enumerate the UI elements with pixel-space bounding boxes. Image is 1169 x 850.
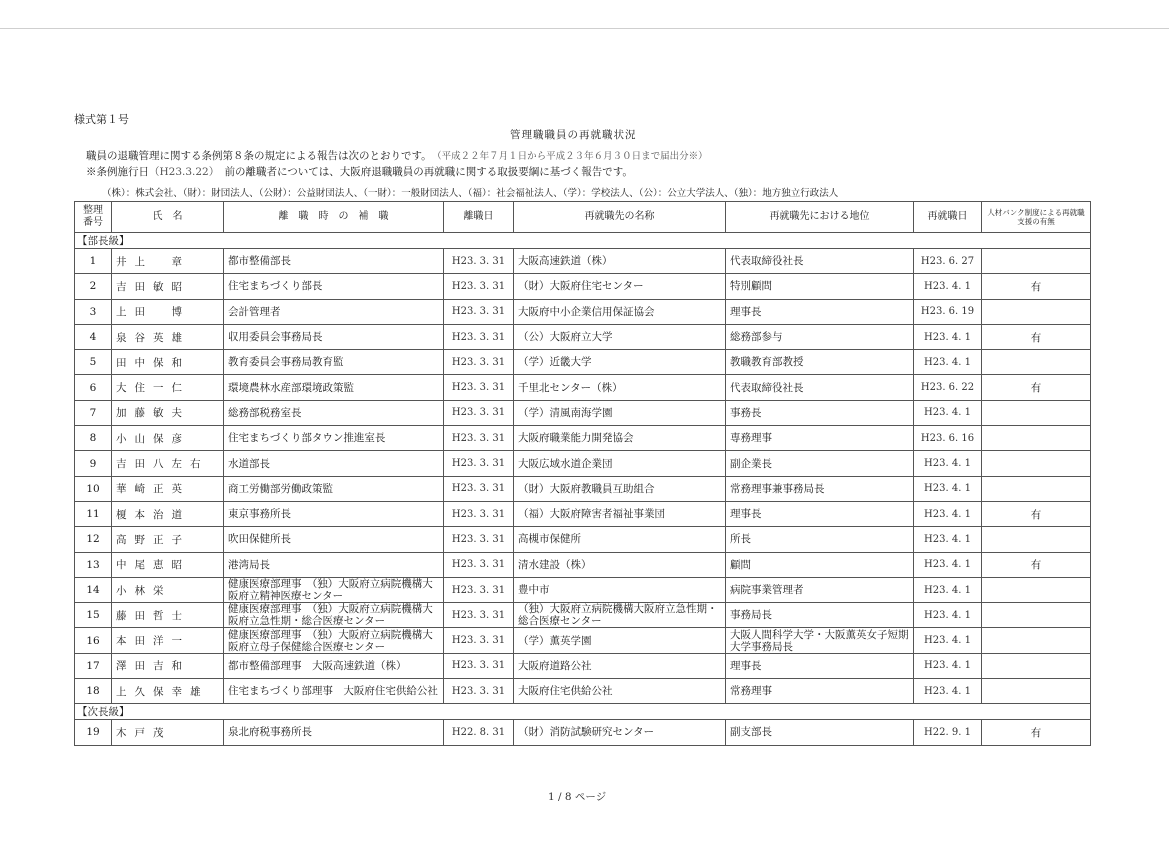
- cell-support: [982, 426, 1091, 451]
- cell-new-date: H22. 9. 1: [914, 720, 982, 745]
- cell-no: 8: [75, 426, 112, 451]
- cell-new-date: H23. 4. 1: [914, 324, 982, 349]
- document-title: 管理職職員の再就職状況: [510, 129, 637, 141]
- cell-new-date: H23. 4. 1: [914, 350, 982, 375]
- cell-new-org: （学）薫英学園: [514, 628, 726, 653]
- table-row: [75, 501, 1091, 526]
- cell-new-date: H23. 6. 19: [914, 299, 982, 324]
- cell-name: 加藤敏夫: [112, 400, 224, 425]
- cell-support: 有: [982, 274, 1091, 299]
- cell-new-org: （財）大阪府教職員互助組合: [514, 476, 726, 501]
- cell-name: 上久保幸雄: [112, 679, 224, 704]
- cell-retire-date: H23. 3. 31: [444, 552, 514, 577]
- cell-new-date: H23. 4. 1: [914, 400, 982, 425]
- cell-new-date: H23. 6. 22: [914, 375, 982, 400]
- cell-no: 7: [75, 400, 112, 425]
- cell-new-org: 高槻市保健所: [514, 527, 726, 552]
- cell-new-date: H23. 4. 1: [914, 274, 982, 299]
- cell-support: [982, 400, 1091, 425]
- cell-former-position: 住宅まちづくり部タウン推進室長: [224, 426, 444, 451]
- cell-name: 華崎正英: [112, 476, 224, 501]
- cell-retire-date: H23. 3. 31: [444, 653, 514, 678]
- cell-support: [982, 451, 1091, 476]
- cell-retire-date: H23. 3. 31: [444, 324, 514, 349]
- cell-new-position: 特別顧問: [726, 274, 914, 299]
- cell-former-position: 泉北府税事務所長: [224, 720, 444, 745]
- cell-former-position: 水道部長: [224, 451, 444, 476]
- cell-name: 田中保和: [112, 350, 224, 375]
- cell-new-org: （独）大阪府立病院機構大阪府立急性期・総合医療センター: [514, 603, 726, 628]
- cell-support: 有: [982, 501, 1091, 526]
- form-number: 様式第１号: [74, 113, 129, 126]
- cell-new-org: 大阪府住宅供給公社: [514, 679, 726, 704]
- cell-name: 小山保彦: [112, 426, 224, 451]
- cell-former-position: 環境農林水産部環境政策監: [224, 375, 444, 400]
- cell-new-date: H23. 4. 1: [914, 628, 982, 653]
- page-number: 1 / 8 ページ: [548, 791, 607, 803]
- cell-support: 有: [982, 552, 1091, 577]
- table-header-row: [75, 202, 1091, 233]
- cell-no: 10: [75, 476, 112, 501]
- cell-new-org: 大阪広域水道企業団: [514, 451, 726, 476]
- cell-new-position: 事務局長: [726, 603, 914, 628]
- cell-new-position: 理事長: [726, 501, 914, 526]
- header-new-org: 再就職先の名称: [514, 202, 726, 233]
- cell-former-position: 住宅まちづくり部理事 大阪府住宅供給公社: [224, 679, 444, 704]
- cell-name: 榎本治道: [112, 501, 224, 526]
- cell-former-position: 健康医療部理事 （独）大阪府立病院機構大阪府立精神医療センター: [224, 577, 444, 602]
- cell-new-org: 大阪府職業能力開発協会: [514, 426, 726, 451]
- cell-retire-date: H23. 3. 31: [444, 350, 514, 375]
- cell-name: 木戸茂: [112, 720, 224, 745]
- table-row: [75, 527, 1091, 552]
- intro-line-2-head: ※条例施行日: [86, 166, 149, 178]
- cell-no: 1: [75, 249, 112, 274]
- cell-former-position: 都市整備部理事 大阪高速鉄道（株）: [224, 653, 444, 678]
- intro-line-2: [86, 164, 633, 179]
- cell-former-position: 健康医療部理事 （独）大阪府立病院機構大阪府立母子保健総合医療センター: [224, 628, 444, 653]
- cell-new-position: 代表取締役社長: [726, 249, 914, 274]
- cell-support: [982, 249, 1091, 274]
- reemployment-table: [74, 201, 1091, 746]
- cell-retire-date: H23. 3. 31: [444, 527, 514, 552]
- intro-line-2-tail: 前の離職者については、大阪府退職職員の再就職に関する取扱要綱に基づく報告です。: [224, 166, 633, 178]
- cell-new-position: 大阪人間科学大学・大阪薫英女子短期大学事務局長: [726, 628, 914, 653]
- cell-no: 13: [75, 552, 112, 577]
- cell-new-org: 豊中市: [514, 577, 726, 602]
- cell-former-position: 商工労働部労働政策監: [224, 476, 444, 501]
- cell-new-position: 総務部参与: [726, 324, 914, 349]
- cell-name: 吉田八左右: [112, 451, 224, 476]
- cell-support: [982, 679, 1091, 704]
- cell-former-position: 東京事務所長: [224, 501, 444, 526]
- intro-line-1-text: 職員の退職管理に関する条例第８条の規定による報告は次のとおりです。: [86, 150, 427, 162]
- cell-new-position: 代表取締役社長: [726, 375, 914, 400]
- cell-former-position: 港湾局長: [224, 552, 444, 577]
- cell-support: [982, 603, 1091, 628]
- cell-new-position: 事務長: [726, 400, 914, 425]
- cell-new-org: 大阪府中小企業信用保証協会: [514, 299, 726, 324]
- cell-new-position: 副支部長: [726, 720, 914, 745]
- cell-no: 9: [75, 451, 112, 476]
- cell-name: 泉谷英雄: [112, 324, 224, 349]
- cell-name: 澤田吉和: [112, 653, 224, 678]
- cell-retire-date: H23. 3. 31: [444, 628, 514, 653]
- cell-name: 吉田敏昭: [112, 274, 224, 299]
- cell-retire-date: H23. 3. 31: [444, 400, 514, 425]
- cell-no: 11: [75, 501, 112, 526]
- table-row: [75, 400, 1091, 425]
- cell-retire-date: H23. 3. 31: [444, 299, 514, 324]
- cell-no: 16: [75, 628, 112, 653]
- cell-former-position: 収用委員会事務局長: [224, 324, 444, 349]
- cell-new-org: 大阪府道路公社: [514, 653, 726, 678]
- cell-new-date: H23. 6. 27: [914, 249, 982, 274]
- table-row: [75, 324, 1091, 349]
- table-row: [75, 451, 1091, 476]
- cell-new-date: H23. 4. 1: [914, 476, 982, 501]
- cell-name: 高野正子: [112, 527, 224, 552]
- cell-new-org: （学）近畿大学: [514, 350, 726, 375]
- cell-new-date: H23. 4. 1: [914, 577, 982, 602]
- cell-former-position: 総務部税務室長: [224, 400, 444, 425]
- cell-retire-date: H23. 3. 31: [444, 375, 514, 400]
- section-row-deputy: [75, 704, 1091, 720]
- cell-name: 大住一仁: [112, 375, 224, 400]
- header-no: 整理番号: [75, 202, 112, 233]
- cell-retire-date: H23. 3. 31: [444, 577, 514, 602]
- cell-new-org: 清水建設（株）: [514, 552, 726, 577]
- cell-retire-date: H23. 3. 31: [444, 451, 514, 476]
- section-label: 【次長級】: [75, 704, 1091, 720]
- cell-retire-date: H23. 3. 31: [444, 274, 514, 299]
- table-row: [75, 679, 1091, 704]
- cell-retire-date: H23. 3. 31: [444, 426, 514, 451]
- cell-new-date: H23. 4. 1: [914, 679, 982, 704]
- cell-no: 6: [75, 375, 112, 400]
- cell-new-org: （公）大阪府立大学: [514, 324, 726, 349]
- table-row: [75, 426, 1091, 451]
- cell-new-position: 病院事業管理者: [726, 577, 914, 602]
- table-row: [75, 350, 1091, 375]
- cell-new-position: 理事長: [726, 299, 914, 324]
- cell-new-org: （学）清風南海学園: [514, 400, 726, 425]
- cell-support: [982, 476, 1091, 501]
- intro-line-1: [86, 148, 708, 163]
- table-row: [75, 375, 1091, 400]
- section-label: 【部長級】: [75, 233, 1091, 249]
- cell-retire-date: H23. 3. 31: [444, 679, 514, 704]
- intro-line-2-date: （H23.3.22）: [149, 166, 214, 178]
- cell-support: 有: [982, 324, 1091, 349]
- cell-former-position: 会計管理者: [224, 299, 444, 324]
- cell-name: 藤田哲士: [112, 603, 224, 628]
- cell-new-position: 所長: [726, 527, 914, 552]
- header-new-date: 再就職日: [914, 202, 982, 233]
- table-row: [75, 299, 1091, 324]
- cell-new-position: 専務理事: [726, 426, 914, 451]
- cell-support: [982, 653, 1091, 678]
- cell-new-org: （福）大阪府障害者福祉事業団: [514, 501, 726, 526]
- header-former-position: 離 職 時 の 補 職: [224, 202, 444, 233]
- cell-retire-date: H23. 3. 31: [444, 603, 514, 628]
- cell-new-date: H23. 4. 1: [914, 653, 982, 678]
- abbreviation-legend: （株）：株式会社、（財）：財団法人、（公財）：公益財団法人、（一財）：一般財団法人、（福）：社会福祉法人、（学）：学校法人、（公）：公立大学法人、（独）：地方独立行政法人: [102, 188, 839, 199]
- cell-new-position: 教職教育部教授: [726, 350, 914, 375]
- cell-former-position: 都市整備部長: [224, 249, 444, 274]
- table-row: [75, 653, 1091, 678]
- table-row: [75, 603, 1091, 628]
- cell-new-org: （財）大阪府住宅センター: [514, 274, 726, 299]
- cell-name: 上田 博: [112, 299, 224, 324]
- header-new-position: 再就職先における地位: [726, 202, 914, 233]
- cell-new-date: H23. 4. 1: [914, 552, 982, 577]
- cell-name: 小林栄: [112, 577, 224, 602]
- cell-former-position: 教育委員会事務局教育監: [224, 350, 444, 375]
- cell-new-date: H23. 6. 16: [914, 426, 982, 451]
- cell-retire-date: H22. 8. 31: [444, 720, 514, 745]
- cell-support: 有: [982, 375, 1091, 400]
- section-row-director: [75, 233, 1091, 249]
- cell-support: [982, 527, 1091, 552]
- cell-new-org: （財）消防試験研究センター: [514, 720, 726, 745]
- header-support: 人材バンク制度による再就職支援の有無: [982, 202, 1091, 233]
- header-name: 氏 名: [112, 202, 224, 233]
- cell-support: [982, 577, 1091, 602]
- cell-no: 4: [75, 324, 112, 349]
- cell-support: [982, 628, 1091, 653]
- cell-new-org: 大阪高速鉄道（株）: [514, 249, 726, 274]
- cell-new-position: 常務理事: [726, 679, 914, 704]
- cell-no: 2: [75, 274, 112, 299]
- header-retire-date: 離職日: [444, 202, 514, 233]
- cell-no: 19: [75, 720, 112, 745]
- table-row: [75, 476, 1091, 501]
- cell-name: 井上 章: [112, 249, 224, 274]
- cell-new-position: 副企業長: [726, 451, 914, 476]
- cell-new-date: H23. 4. 1: [914, 451, 982, 476]
- cell-former-position: 住宅まちづくり部長: [224, 274, 444, 299]
- cell-former-position: 健康医療部理事 （独）大阪府立病院機構大阪府立急性期・総合医療センター: [224, 603, 444, 628]
- cell-new-position: 顧問: [726, 552, 914, 577]
- cell-new-date: H23. 4. 1: [914, 501, 982, 526]
- cell-support: 有: [982, 720, 1091, 745]
- cell-name: 本田洋一: [112, 628, 224, 653]
- cell-name: 中尾恵昭: [112, 552, 224, 577]
- intro-line-1-note: （平成２２年７月１日から平成２３年６月３０日まで届出分※）: [436, 151, 708, 162]
- cell-no: 17: [75, 653, 112, 678]
- cell-new-date: H23. 4. 1: [914, 603, 982, 628]
- cell-no: 18: [75, 679, 112, 704]
- table-row: [75, 249, 1091, 274]
- cell-no: 14: [75, 577, 112, 602]
- cell-new-position: 常務理事兼事務局長: [726, 476, 914, 501]
- cell-new-org: 千里北センター（株）: [514, 375, 726, 400]
- cell-no: 12: [75, 527, 112, 552]
- table-row: [75, 628, 1091, 653]
- scan-edge-line: [0, 28, 1169, 29]
- cell-new-date: H23. 4. 1: [914, 527, 982, 552]
- cell-former-position: 吹田保健所長: [224, 527, 444, 552]
- cell-new-position: 理事長: [726, 653, 914, 678]
- table-row: [75, 577, 1091, 602]
- cell-retire-date: H23. 3. 31: [444, 501, 514, 526]
- table-row: [75, 720, 1091, 745]
- cell-support: [982, 299, 1091, 324]
- cell-no: 15: [75, 603, 112, 628]
- cell-no: 3: [75, 299, 112, 324]
- cell-no: 5: [75, 350, 112, 375]
- cell-support: [982, 350, 1091, 375]
- table-row: [75, 274, 1091, 299]
- table-row: [75, 552, 1091, 577]
- cell-retire-date: H23. 3. 31: [444, 476, 514, 501]
- cell-retire-date: H23. 3. 31: [444, 249, 514, 274]
